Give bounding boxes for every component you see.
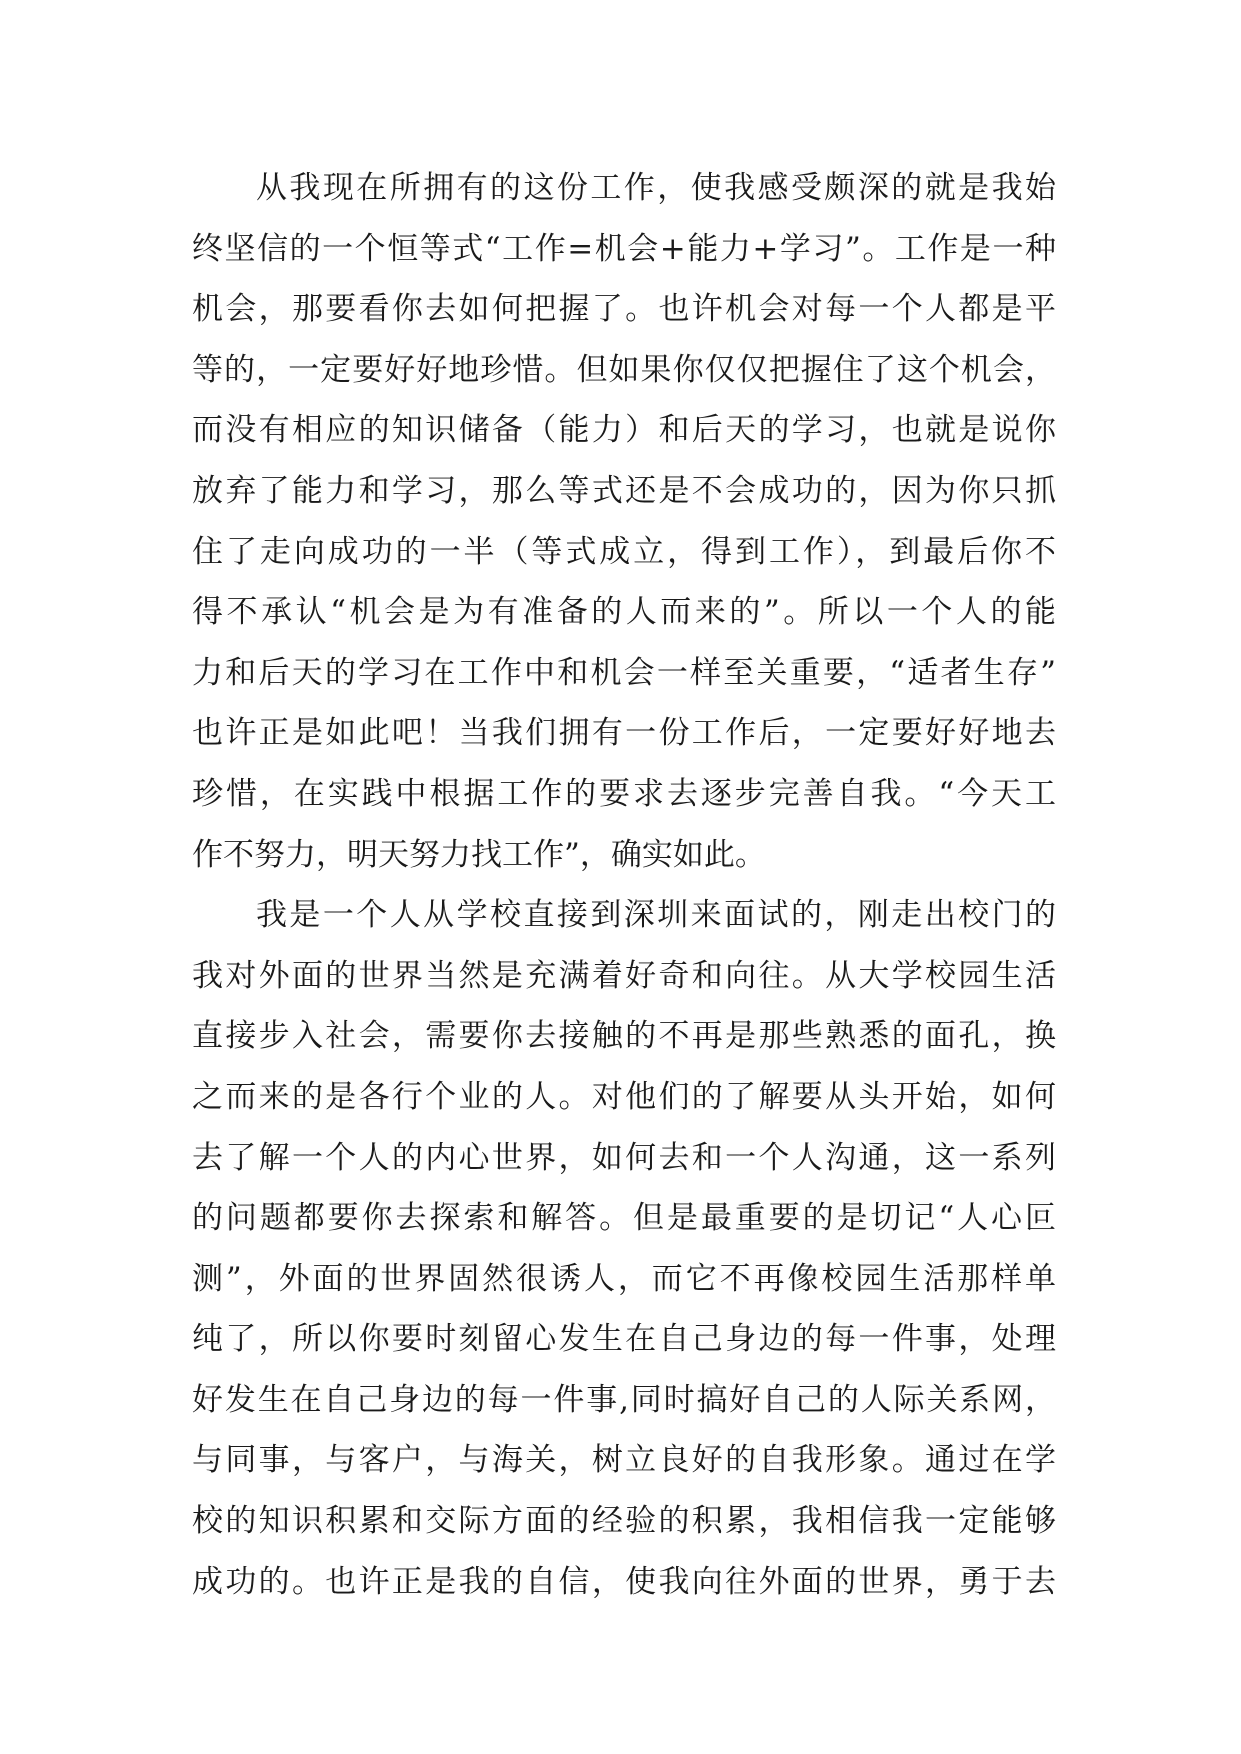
text-line: 终坚信的一个恒等式“工作=机会+能力+学习”。工作是一种 — [192, 230, 1056, 267]
text-line: 与同事，与客户，与海关，树立良好的自我形象。通过在学 — [192, 1442, 1056, 1479]
text-line: 之而来的是各行个业的人。对他们的了解要从头开始，如何 — [192, 1078, 1056, 1115]
text-line: 纯了，所以你要时刻留心发生在自己身边的每一件事，处理 — [192, 1321, 1056, 1358]
text-line: 从我现在所拥有的这份工作，使我感受颇深的就是我始 — [256, 170, 1056, 206]
text-line: 我对外面的世界当然是充满着好奇和向往。从大学校园生活 — [192, 957, 1056, 994]
paragraph-1 — [192, 158, 1056, 885]
text-line: 珍惜，在实践中根据工作的要求去逐步完善自我。“今天工 — [192, 775, 1056, 812]
text-line: 好发生在自己身边的每一件事,同时搞好自己的人际关系网， — [192, 1381, 1056, 1418]
body-text — [192, 158, 1056, 1612]
text-line: 住了走向成功的一半（等式成立，得到工作），到最后你不 — [192, 533, 1056, 570]
text-line: 而没有相应的知识储备（能力）和后天的学习，也就是说你 — [192, 412, 1056, 449]
text-line: 去了解一个人的内心世界，如何去和一个人沟通，这一系列 — [192, 1139, 1056, 1176]
text-line: 测”，外面的世界固然很诱人，而它不再像校园生活那样单 — [192, 1260, 1056, 1297]
text-line: 我是一个人从学校直接到深圳来面试的，刚走出校门的 — [256, 897, 1056, 934]
text-line: 力和后天的学习在工作中和机会一样至关重要，“适者生存” — [192, 654, 1056, 691]
text-line: 作不努力，明天努力找工作”，确实如此。 — [192, 836, 766, 873]
paragraph-2 — [192, 885, 1056, 1612]
text-line: 成功的。也许正是我的自信，使我向往外面的世界，勇于去 — [192, 1563, 1056, 1600]
text-line: 等的，一定要好好地珍惜。但如果你仅仅把握住了这个机会， — [192, 351, 1056, 388]
text-line: 的问题都要你去探索和解答。但是最重要的是切记“人心叵 — [192, 1200, 1056, 1237]
text-line: 机会，那要看你去如何把握了。也许机会对每一个人都是平 — [192, 291, 1056, 328]
text-line: 直接步入社会，需要你去接触的不再是那些熟悉的面孔，换 — [192, 1018, 1056, 1055]
text-line: 得不承认“机会是为有准备的人而来的”。所以一个人的能 — [192, 594, 1056, 631]
text-line: 校的知识积累和交际方面的经验的积累，我相信我一定能够 — [192, 1503, 1056, 1540]
text-line: 放弃了能力和学习，那么等式还是不会成功的，因为你只抓 — [192, 472, 1056, 509]
text-line: 也许正是如此吧！当我们拥有一份工作后，一定要好好地去 — [192, 715, 1056, 752]
